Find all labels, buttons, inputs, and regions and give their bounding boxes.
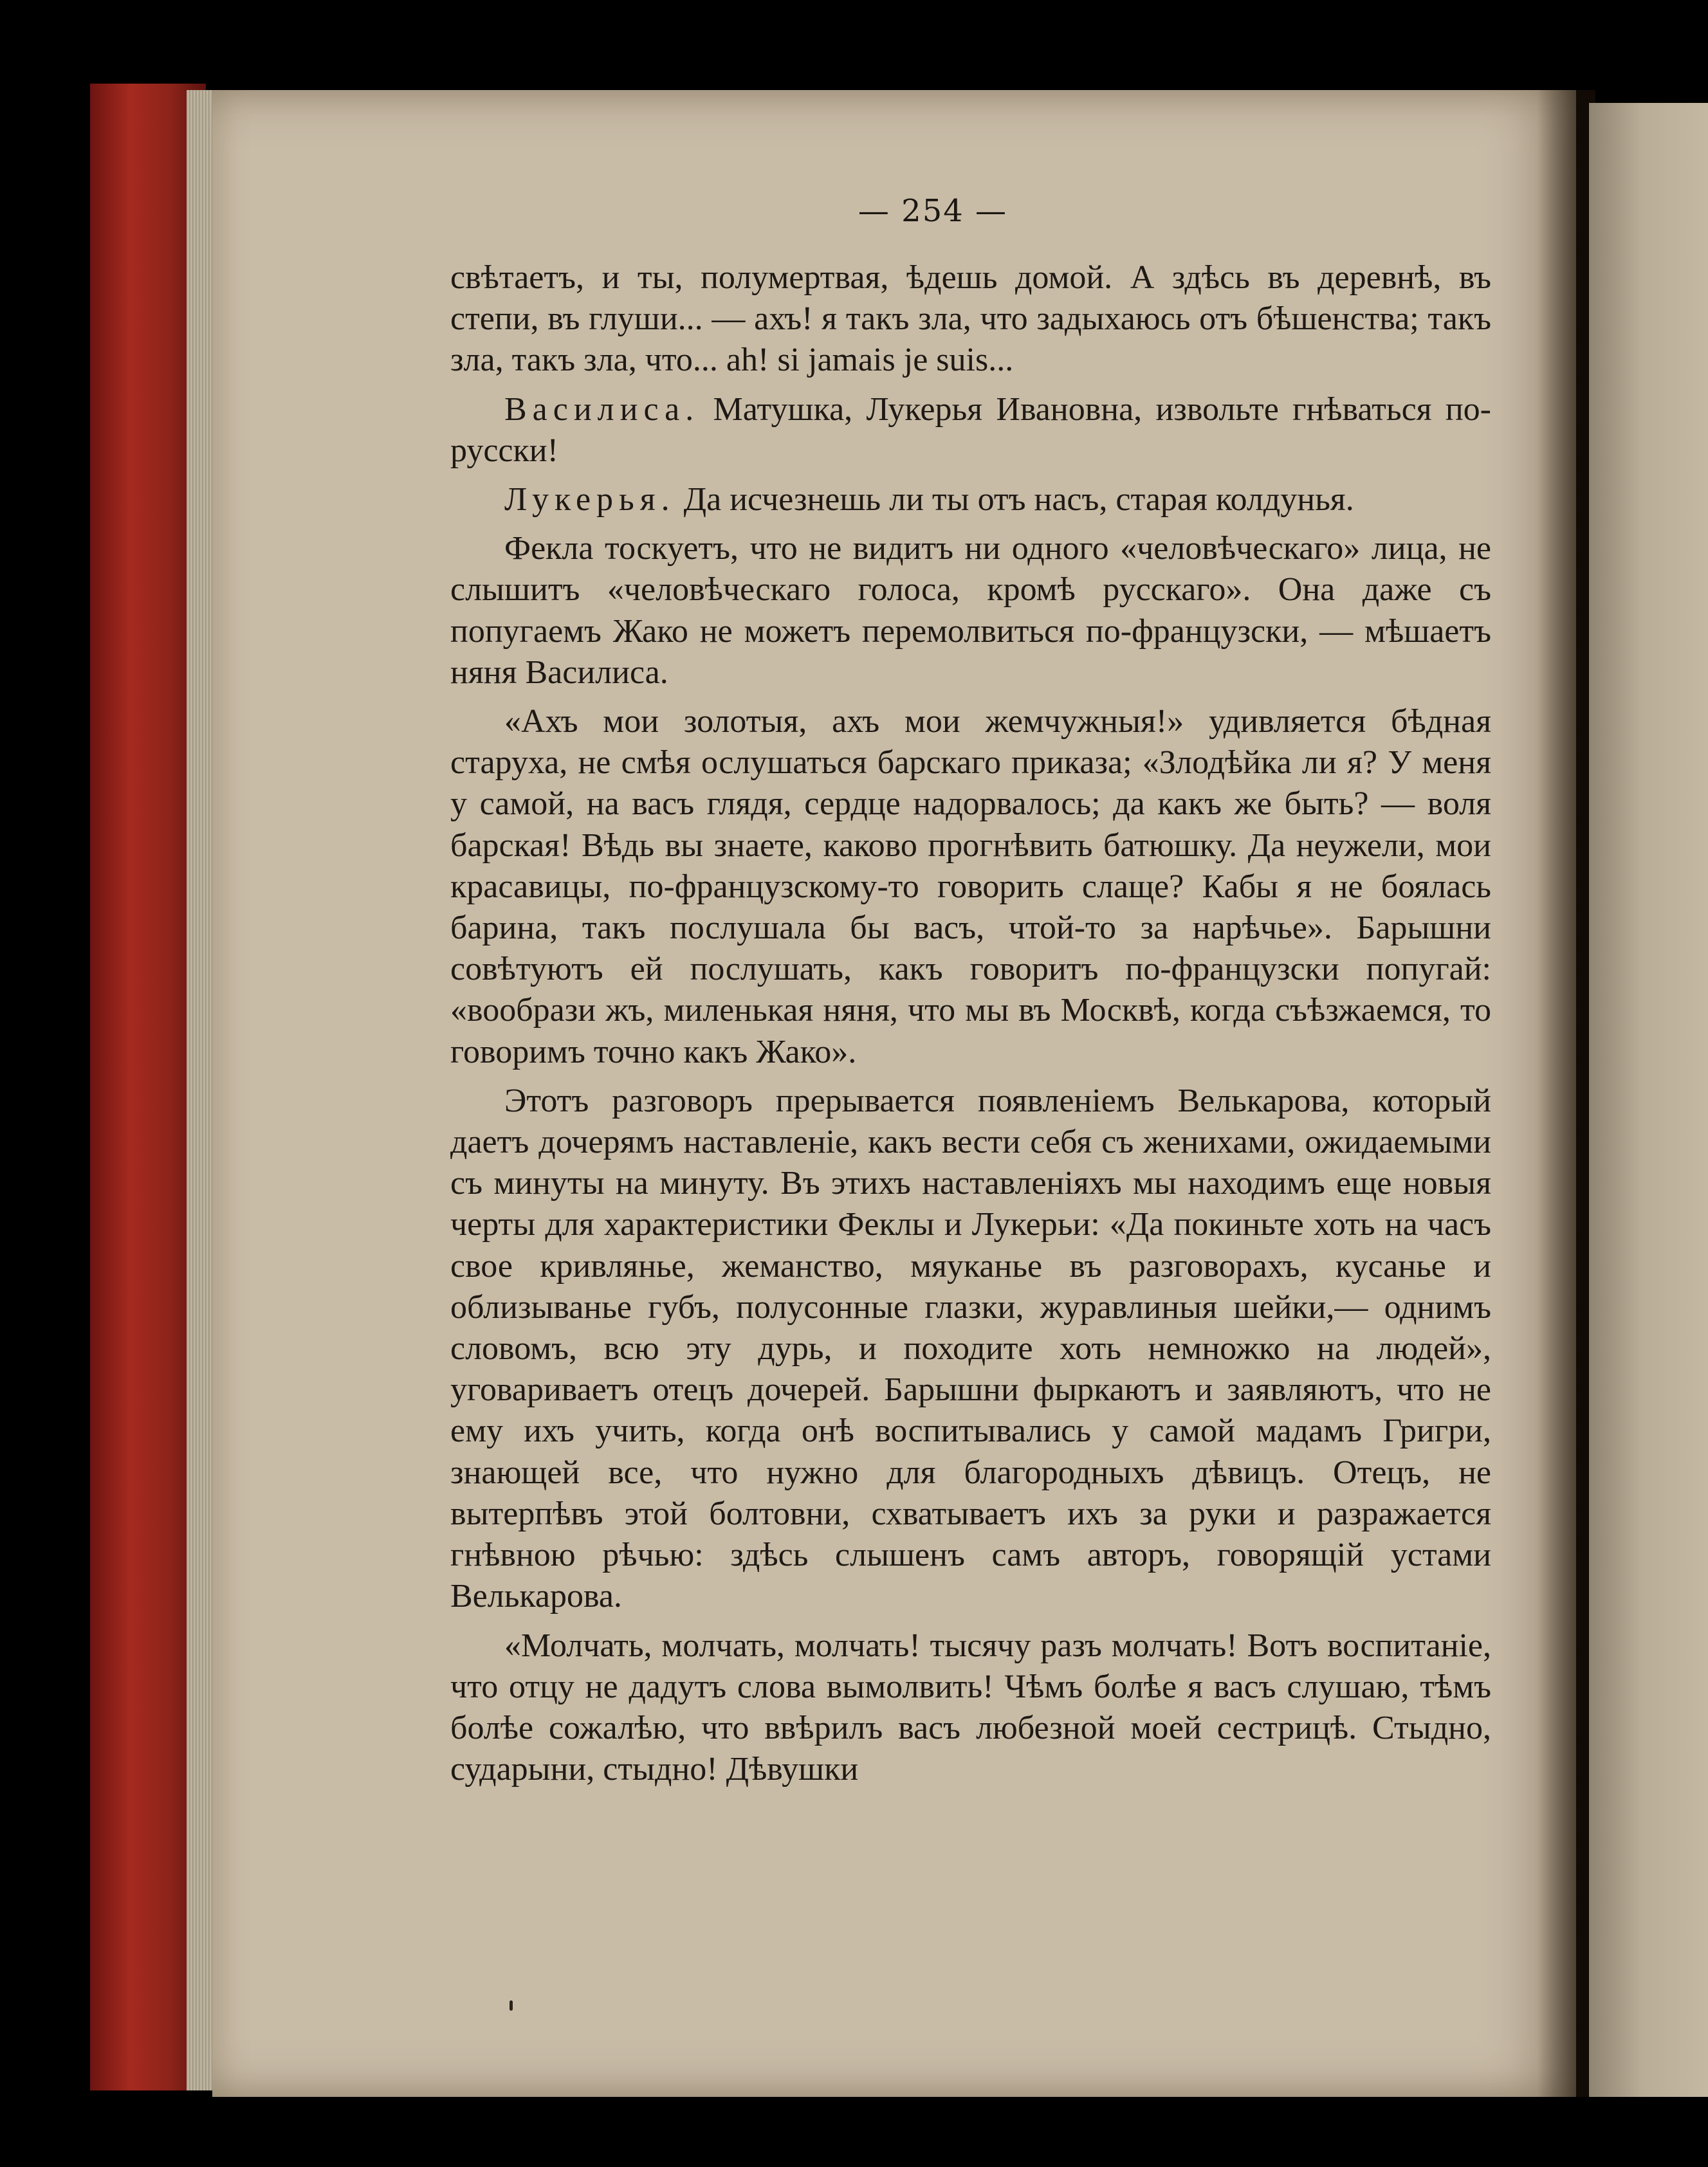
paragraph	[450, 1081, 1491, 1618]
paragraph-text: Фекла тоскуетъ, что не видитъ ни одного «человѣческаго» лица, не слышитъ «человѣческаго голоса, кромѣ русскаго». Она даже съ попугаемъ Жако не можетъ перемолвиться по-французски, — мѣшаетъ няня Василиса.	[450, 530, 1491, 691]
paragraph-text: Этотъ разговоръ прерывается появленіемъ Велькарова, который даетъ дочерямъ наставленіе, какъ вести себя съ женихами, ожидаемыми съ минуты на минуту. Въ этихъ наставленіяхъ мы находимъ еще новыя черты для характеристики Феклы и Лукерьи: «Да покиньте хоть на часъ свое кривлянье, жеманство, мяуканье въ разговорахъ, кусанье и облизыванье губъ, полусонные глазки, журавлиныя шейки,— однимъ словомъ, всю эту дурь, и походите хоть немножко на людей», уговариваетъ отецъ дочерей. Барышни фыркаютъ и заявляютъ, что не ему ихъ учить, когда онѣ воспитывались у самой мадамъ Григри, знающей все, что нужно для благородныхъ дѣвицъ. Отецъ, не вытерпѣвъ этой болтовни, схватываетъ ихъ за руки и разражается гнѣвною рѣчью: здѣсь слышенъ самъ авторъ, говорящій устами Велькарова.	[450, 1082, 1491, 1615]
paragraph	[450, 257, 1491, 381]
paragraph-text: «Молчать, молчать, молчать! тысячу разъ молчать! Вотъ воспитаніе, что отцу не дадутъ слова вымолвить! Чѣмъ болѣе я васъ слушаю, тѣмъ болѣе сожалѣю, что ввѣрилъ васъ любезной моей сестрицѣ. Стыдно, сударыни, стыдно! Дѣвушки	[450, 1627, 1491, 1788]
page-number: — 254 —	[858, 193, 1008, 229]
paragraph-text: свѣтаетъ, и ты, полумертвая, ѣдешь домой. А здѣсь въ деревнѣ, въ степи, въ глуши... — ахъ! я такъ зла, что задыхаюсь отъ бѣшенства; такъ зла, такъ зла, что... ah! si jamais je suis...	[450, 259, 1491, 379]
paragraph	[450, 479, 1491, 520]
page-text	[450, 257, 1491, 1798]
paragraph-text: Матушка, Лукерья Ивановна, извольте гнѣваться по-русски!	[450, 390, 1491, 469]
paragraph-text: Да исчезнешь ли ты отъ насъ, старая колдунья.	[683, 481, 1354, 518]
paragraph	[450, 701, 1491, 1073]
page-gutter	[1538, 90, 1595, 2097]
paragraph	[450, 1625, 1491, 1791]
speaker-name: Василиса.	[504, 390, 700, 428]
facing-page	[1589, 103, 1708, 2097]
speaker-name: Лукерья.	[504, 481, 675, 518]
ink-blot	[510, 2000, 513, 2011]
paragraph	[450, 389, 1491, 471]
paragraph	[450, 528, 1491, 693]
paragraph-text: «Ахъ мои золотыя, ахъ мои жемчужныя!» удивляется бѣдная старуха, не смѣя ослушаться барскаго приказа; «Злодѣйка ли я? У меня у самой, на васъ глядя, сердце надорвалось; да какъ же быть? — воля барская! Вѣдь вы знаете, каково прогнѣвить батюшку. Да неужели, мои красавицы, по-французскому-то говорить слаще? Кабы я не боялась барина, такъ послушала бы васъ, чтой-то за нарѣчье». Барышни совѣтуютъ ей послушать, какъ говоритъ по-французски попугай: «вообрази жъ, миленькая няня, что мы въ Москвѣ, когда съѣзжаемся, то говоримъ точно какъ Жако».	[450, 703, 1491, 1070]
